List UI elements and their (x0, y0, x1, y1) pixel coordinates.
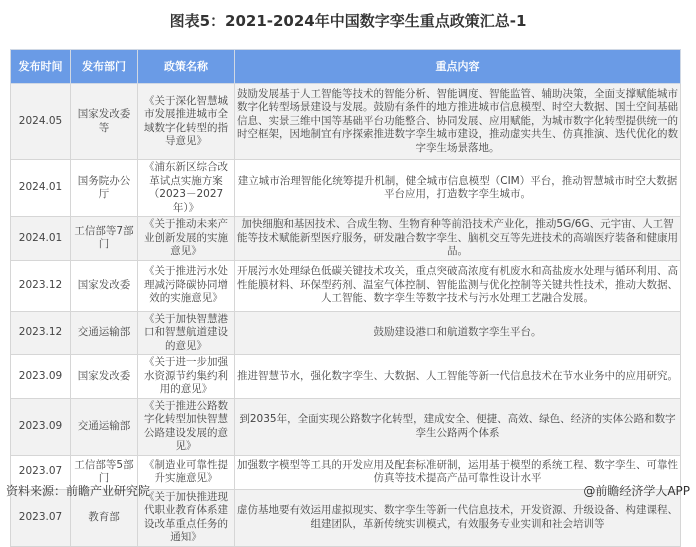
header-department: 发布部门 (71, 50, 138, 84)
cell-key-content: 建立城市治理智能化统筹提升机制，健全城市信息模型（CIM）平台，推动智慧城市时空大数据平台应用，打造数字孪生城市。 (235, 160, 681, 217)
policy-table (10, 49, 681, 547)
cell-policy-name: 《关于加快推进现代职业教育体系建设改革重点任务的通知》 (138, 489, 235, 546)
cell-department: 教育部 (71, 489, 138, 546)
cell-department: 工信部等7部门 (71, 217, 138, 261)
table-row (11, 355, 681, 399)
table-row (11, 398, 681, 455)
cell-date: 2023.12 (11, 311, 71, 355)
cell-key-content: 到2035年，全面实现公路数字化转型，建成安全、便捷、高效、绿色、经济的实体公路和数字孪生公路两个体系 (235, 398, 681, 455)
header-content: 重点内容 (235, 50, 681, 84)
cell-policy-name: 《关于深化智慧城市发展推进城市全域数字化转型的指导意见》 (138, 84, 235, 160)
cell-department: 国家发改委等 (71, 84, 138, 160)
cell-department: 工信部等5部门 (71, 455, 138, 489)
table-row (11, 160, 681, 217)
cell-policy-name: 《制造业可靠性提升实施意见》 (138, 455, 235, 489)
cell-key-content: 虚仿基地要有效运用虚拟现实、数字孪生等新一代信息技术，开发资源、升级设备、构建课程、组建团队，革新传统实训模式，有效服务专业实训和社会培训等 (235, 489, 681, 546)
cell-key-content: 开展污水处理绿色低碳关键技术攻关，重点突破高浓度有机废水和高盐废水处理与循环利用、高性能膜材料、环保型药剂、温室气体控制、智能监测与优化控制等关键共性技术，推动大数据、人工智能、数字孪生等数字技术与污水处理工艺融合发展。 (235, 260, 681, 311)
table-row (11, 260, 681, 311)
cell-date: 2024.05 (11, 84, 71, 160)
page-title: 图表5：2021-2024年中国数字孪生重点政策汇总-1 (169, 12, 527, 30)
source-note: 资料来源：前瞻产业研究院 (6, 484, 151, 498)
cell-date: 2024.01 (11, 217, 71, 261)
cell-policy-name: 《关于推进污水处理减污降碳协同增效的实施意见》 (138, 260, 235, 311)
cell-key-content: 加快细胞和基因技术、合成生物、生物育种等前沿技术产业化，推动5G/6G、元宇宙、人工智能等技术赋能新型医疗服务，研发融合数字孪生、脑机交互等先进技术的高端医疗装备和健康用品。 (235, 217, 681, 261)
cell-department: 国务院办公厅 (71, 160, 138, 217)
cell-key-content: 鼓励发展基于人工智能等技术的智能分析、智能调度、智能监管、辅助决策，全面支撑赋能城市数字化转型场景建设与发展。鼓励有条件的地方推进城市信息模型、时空大数据、国土空间基础信息、实景三维中国等基础平台功能整合、协同发展、应用赋能，为城市数字化转型提供统一的时空框架，因地制宜有序探索推进数字孪生城市建设，推动虚实共生、仿真推演、迭代优化的数字孪生场景落地。 (235, 84, 681, 160)
cell-date: 2023.09 (11, 355, 71, 399)
cell-department: 国家发改委 (71, 260, 138, 311)
cell-key-content: 推进智慧节水，强化数字孪生、大数据、人工智能等新一代信息技术在节水业务中的应用研究。 (235, 355, 681, 399)
cell-department: 交通运输部 (71, 398, 138, 455)
cell-date: 2023.07 (11, 455, 71, 489)
table-row (11, 217, 681, 261)
cell-date: 2023.07 (11, 489, 71, 546)
table-row (11, 84, 681, 160)
cell-policy-name: 《关于推动未来产业创新发展的实施意见》 (138, 217, 235, 261)
cell-policy-name: 《关于加快智慧港口和智慧航道建设的意见》 (138, 311, 235, 355)
header-policy: 政策名称 (138, 50, 235, 84)
cell-date: 2023.09 (11, 398, 71, 455)
cell-date: 2024.01 (11, 160, 71, 217)
cell-policy-name: 《浦东新区综合改革试点实施方案（2023－2027年）》 (138, 160, 235, 217)
cell-key-content: 鼓励建设港口和航道数字孪生平台。 (235, 311, 681, 355)
table-row (11, 311, 681, 355)
cell-key-content: 加强数字模型等工具的开发应用及配套标准研制，运用基于模型的系统工程、数字孪生、可靠性仿真等技术提高产品可靠性设计水平 (235, 455, 681, 489)
cell-policy-name: 《关于进一步加强水资源节约集约利用的意见》 (138, 355, 235, 399)
cell-policy-name: 《关于推进公路数字化转型加快智慧公路建设发展的意见》 (138, 398, 235, 455)
cell-department: 交通运输部 (71, 311, 138, 355)
cell-date: 2023.12 (11, 260, 71, 311)
header-date: 发布时间 (11, 50, 71, 84)
cell-department: 国家发改委 (71, 355, 138, 399)
table-header (11, 50, 681, 84)
credit: @前瞻经济学人APP (583, 484, 690, 498)
